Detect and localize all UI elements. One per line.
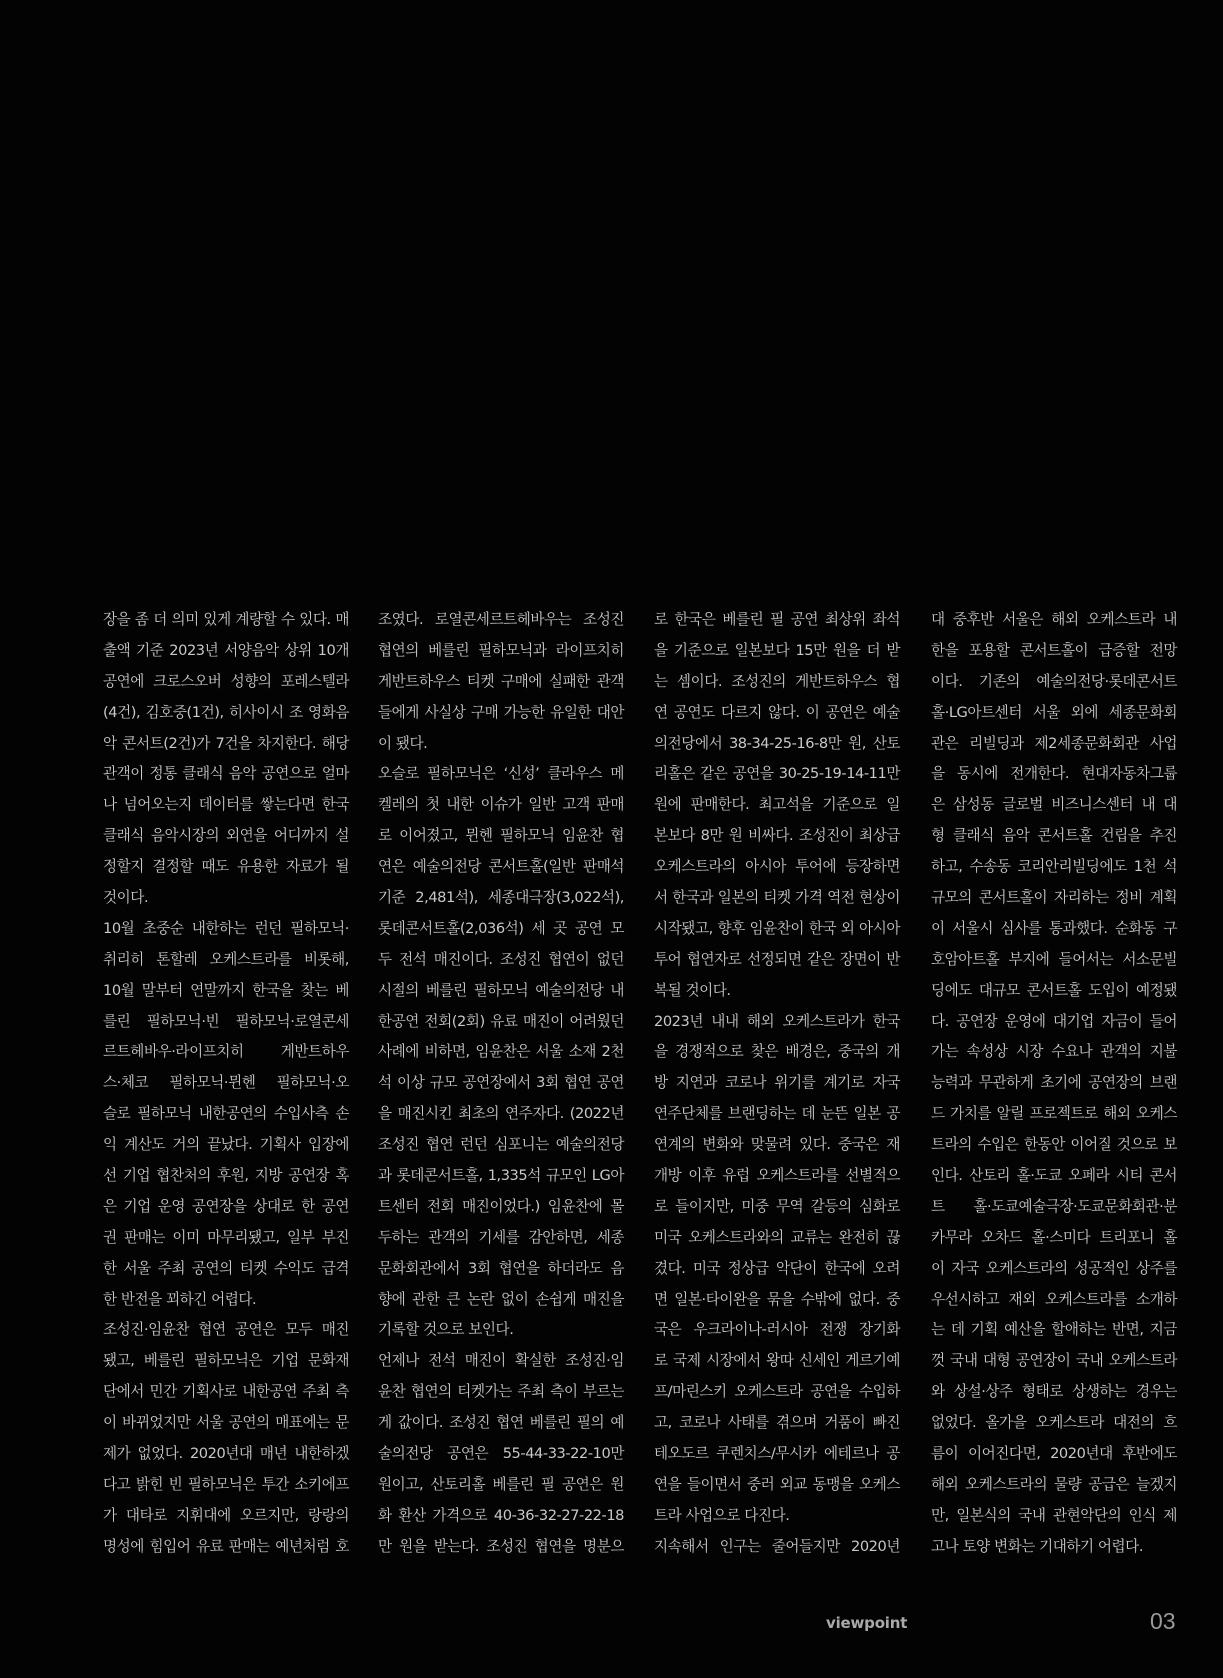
text-line: 관객이 정통 클래식 음악 공연으로 얼마 bbox=[103, 765, 349, 783]
text-line: 의전당에서 38-34-25-16-8만 원, 산토 bbox=[654, 734, 900, 752]
text-line: 한을 포용할 콘서트홀이 급증할 전망 bbox=[931, 641, 1177, 659]
text-line: 취리히 톤할레 오케스트라를 비롯해, bbox=[103, 950, 349, 968]
text-line: 테오도르 쿠렌치스/무시카 에테르나 공 bbox=[654, 1445, 900, 1463]
text-line: 권 판매는 이미 마무리됐고, 일부 부진 bbox=[103, 1228, 349, 1246]
text-line: 국은 우크라이나-러시아 전쟁 장기화 bbox=[654, 1321, 900, 1339]
text-line: 트라 사업으로 다진다. bbox=[654, 1506, 790, 1524]
text-line: 기준 2,481석), 세종대극장(3,022석), bbox=[378, 889, 624, 907]
paragraph bbox=[103, 1315, 349, 1562]
text-line: 언제나 전석 매진이 확실한 조성진·임 bbox=[378, 1352, 624, 1370]
text-line: 10월 말부터 연말까지 한국을 찾는 베 bbox=[103, 981, 349, 999]
text-line: 투어 협연자로 선정되면 같은 장면이 반 bbox=[654, 950, 900, 968]
text-line: 공연에 크로스오버 성향의 포레스텔라 bbox=[103, 672, 349, 690]
text-line: 게반트하우스 티켓 구매에 실패한 관객 bbox=[378, 672, 624, 690]
text-line: 나 넘어오는지 데이터를 쌓는다면 한국 bbox=[103, 796, 349, 814]
text-line: 로 이어졌고, 뮌헨 필하모닉 임윤찬 협 bbox=[378, 827, 624, 845]
text-line: 은 기업 운영 공연장을 상대로 한 공연 bbox=[103, 1197, 349, 1215]
text-line: 리홀은 같은 공연을 30-25-19-14-11만 bbox=[654, 765, 900, 783]
text-line: 을 기준으로 일본보다 15만 원을 더 받 bbox=[654, 641, 900, 659]
text-line: 트 홀·도쿄예술극장·도쿄문화회관·분 bbox=[931, 1197, 1177, 1215]
text-line: 시작됐고, 향후 임윤찬이 한국 외 아시아 bbox=[654, 919, 900, 937]
paragraph bbox=[378, 1346, 624, 1562]
paragraph bbox=[378, 605, 624, 759]
text-line: 연계의 변화와 맞물려 있다. 중국은 재 bbox=[654, 1136, 900, 1154]
text-line: 문화회관에서 3회 협연을 하더라도 음 bbox=[378, 1259, 624, 1277]
text-line: 방 지연과 코로나 위기를 계기로 자국 bbox=[654, 1074, 900, 1092]
text-line: 다고 밝힌 빈 필하모닉은 투간 소키에프 bbox=[103, 1475, 349, 1493]
text-line: 고나 토양 변화는 기대하기 어렵다. bbox=[931, 1537, 1144, 1555]
text-line: 드 가치를 알릴 프로젝트로 해외 오케스 bbox=[931, 1105, 1177, 1123]
text-line: 카무라 오차드 홀·스미다 트리포니 홀 bbox=[931, 1228, 1177, 1246]
text-line: 술의전당 공연은 55-44-33-22-10만 bbox=[378, 1445, 624, 1463]
text-line: 호암아트홀 부지에 들어서는 서소문빌 bbox=[931, 950, 1177, 968]
text-line: 는 셈이다. 조성진의 게반트하우스 협 bbox=[654, 672, 900, 690]
text-line: 연은 예술의전당 콘서트홀(일반 판매석 bbox=[378, 858, 624, 876]
text-line: 겼다. 미국 정상급 악단이 한국에 오려 bbox=[654, 1259, 900, 1277]
paragraph bbox=[654, 1007, 900, 1532]
text-line: 만, 일본식의 국내 관현악단의 인식 제 bbox=[931, 1506, 1177, 1524]
text-line: 한 반전을 꾀하긴 어렵다. bbox=[103, 1290, 257, 1308]
text-line: 조성진·임윤찬 협연 공연은 모두 매진 bbox=[103, 1321, 349, 1339]
text-line: 하고, 수송동 코리안리빌딩에도 1천 석 bbox=[931, 858, 1177, 876]
text-line: 없었다. 올가을 오케스트라 대전의 흐 bbox=[931, 1414, 1177, 1432]
text-line: 껏 국내 대형 공연장이 국내 오케스트라 bbox=[931, 1352, 1177, 1370]
text-line: 오슬로 필하모닉은 ‘신성’ 클라우스 메 bbox=[378, 765, 624, 783]
text-line: 트라의 수입은 한동안 이어질 것으로 보 bbox=[931, 1136, 1177, 1154]
text-line: 석 이상 규모 공연장에서 3회 협연 공연 bbox=[378, 1074, 624, 1092]
text-line: 은 삼성동 글로벌 비즈니스센터 내 대 bbox=[931, 796, 1177, 814]
text-line: 이 서울시 심사를 통과했다. 순화동 구 bbox=[931, 919, 1177, 937]
text-line: 슬로 필하모닉 내한공연의 수입사측 손 bbox=[103, 1105, 349, 1123]
text-line: 해외 오케스트라의 물량 공급은 늘겠지 bbox=[931, 1475, 1177, 1493]
text-line: 가는 속성상 시장 수요나 관객의 지불 bbox=[931, 1043, 1177, 1061]
text-line: 협연의 베를린 필하모닉과 라이프치히 bbox=[378, 641, 624, 659]
text-line: 프/마린스키 오케스트라 공연을 수입하 bbox=[654, 1383, 900, 1401]
text-line: 서 한국과 일본의 티켓 가격 역전 현상이 bbox=[654, 889, 900, 907]
text-line: 정할지 결정할 때도 유용한 자료가 될 bbox=[103, 858, 349, 876]
paragraph bbox=[931, 605, 1177, 1563]
text-line: 면 일본·타이완을 묶을 수밖에 없다. 중 bbox=[654, 1290, 900, 1308]
text-line: 한 서울 주최 공연의 티켓 수익도 급격 bbox=[103, 1259, 349, 1277]
text-line: 다. 공연장 운영에 대기업 자금이 들어 bbox=[931, 1012, 1177, 1030]
text-line: 를린 필하모닉·빈 필하모닉·로열콘세 bbox=[103, 1012, 349, 1030]
text-line: 이 자국 오케스트라의 성공적인 상주를 bbox=[931, 1259, 1177, 1277]
text-line: 대 중후반 서울은 해외 오케스트라 내 bbox=[931, 611, 1177, 628]
text-line: 단에서 민간 기획사로 내한공연 주최 측 bbox=[103, 1383, 349, 1401]
text-column bbox=[378, 605, 624, 1563]
text-line: 두하는 관객의 기세를 감안하면, 세종 bbox=[378, 1228, 624, 1246]
paragraph bbox=[654, 605, 900, 1007]
text-line: 장을 좀 더 의미 있게 계량할 수 있다. 매 bbox=[103, 611, 349, 628]
text-line: 지속해서 인구는 줄어들지만 2020년 bbox=[654, 1537, 900, 1555]
paragraph bbox=[654, 1532, 900, 1563]
text-line: 만 원을 받는다. 조성진 협연을 명분으 bbox=[378, 1537, 624, 1555]
text-line: 롯데콘서트홀(2,036석) 세 곳 공연 모 bbox=[378, 919, 624, 937]
text-line: 시절의 베를린 필하모닉 예술의전당 내 bbox=[378, 981, 624, 999]
section-label: viewpoint bbox=[826, 1614, 908, 1632]
text-line: 고, 코로나 사태를 겪으며 거품이 빠진 bbox=[654, 1414, 900, 1432]
text-line: 가 대타로 지휘대에 오르지만, 랑랑의 bbox=[103, 1506, 349, 1524]
text-line: 출액 기준 2023년 서양음악 상위 10개 bbox=[103, 641, 349, 659]
text-line: 와 상설·상주 형태로 상생하는 경우는 bbox=[931, 1383, 1177, 1401]
text-line: 과 롯데콘서트홀, 1,335석 규모인 LG아 bbox=[378, 1167, 624, 1185]
text-line: 됐고, 베를린 필하모닉은 기업 문화재 bbox=[103, 1352, 349, 1370]
text-line: 한공연 전회(2회) 유료 매진이 어려웠던 bbox=[378, 1012, 624, 1030]
text-line: 홀·LG아트센터 서울 외에 세종문화회 bbox=[931, 703, 1177, 721]
text-line: 조였다. 로열콘세르트헤바우는 조성진 bbox=[378, 611, 624, 628]
text-line: 이 됐다. bbox=[378, 734, 428, 752]
text-line: 을 매진시킨 최초의 연주자다. (2022년 bbox=[378, 1105, 624, 1123]
text-line: 것이다. bbox=[103, 889, 149, 907]
text-line: 10월 초중순 내한하는 런던 필하모닉· bbox=[103, 919, 349, 937]
paragraph bbox=[103, 605, 349, 914]
text-line: 익 계산도 거의 끝났다. 기획사 입장에 bbox=[103, 1136, 349, 1154]
text-line: 개방 이후 유럽 오케스트라를 선별적으 bbox=[654, 1167, 900, 1185]
text-line: (4건), 김호중(1건), 히사이시 조 영화음 bbox=[103, 703, 349, 721]
text-line: 인다. 산토리 홀·도쿄 오페라 시티 콘서 bbox=[931, 1167, 1177, 1185]
text-line: 원에 판매한다. 최고석을 기준으로 일 bbox=[654, 796, 900, 814]
text-line: 는 데 기획 예산을 할애하는 반면, 지금 bbox=[931, 1321, 1177, 1339]
text-line: 두 전석 매진이다. 조성진 협연이 없던 bbox=[378, 950, 624, 968]
text-line: 로 국제 시장에서 왕따 신세인 게르기예 bbox=[654, 1352, 900, 1370]
text-column bbox=[931, 605, 1177, 1563]
paragraph bbox=[378, 759, 624, 1346]
text-line: 름이 이어진다면, 2020년대 후반에도 bbox=[931, 1445, 1177, 1463]
text-line: 을 동시에 전개한다. 현대자동차그룹 bbox=[931, 765, 1177, 783]
text-line: 르트헤바우·라이프치히 게반트하우 bbox=[103, 1043, 349, 1061]
text-line: 원이고, 산토리홀 베를린 필 공연은 원 bbox=[378, 1475, 624, 1493]
text-line: 오케스트라의 아시아 투어에 등장하면 bbox=[654, 858, 900, 876]
text-line: 명성에 힘입어 유료 판매는 예년처럼 호 bbox=[103, 1537, 349, 1555]
text-line: 화 환산 가격으로 40-36-32-27-22-18 bbox=[378, 1506, 624, 1524]
text-line: 2023년 내내 해외 오케스트라가 한국 bbox=[654, 1012, 900, 1030]
text-line: 조성진 협연 런던 심포니는 예술의전당 bbox=[378, 1136, 624, 1154]
text-line: 복될 것이다. bbox=[654, 981, 731, 999]
text-line: 켈레의 첫 내한 이슈가 일반 고객 판매 bbox=[378, 796, 624, 814]
text-line: 스·체코 필하모닉·뮌헨 필하모닉·오 bbox=[103, 1074, 349, 1092]
text-line: 연 공연도 다르지 않다. 이 공연은 예술 bbox=[654, 703, 900, 721]
text-line: 게 값이다. 조성진 협연 베를린 필의 예 bbox=[378, 1414, 624, 1432]
text-line: 딩에도 대규모 콘서트홀 도입이 예정됐 bbox=[931, 981, 1177, 999]
text-line: 을 경쟁적으로 찾은 배경은, 중국의 개 bbox=[654, 1043, 900, 1061]
paragraph bbox=[103, 914, 349, 1316]
text-line: 로 한국은 베를린 필 공연 최상위 좌석 bbox=[654, 611, 900, 628]
text-line: 윤찬 협연의 티켓가는 주최 측이 부르는 bbox=[378, 1383, 624, 1401]
text-line: 우선시하고 재외 오케스트라를 소개하 bbox=[931, 1290, 1177, 1308]
text-line: 규모의 콘서트홀이 자리하는 정비 계획 bbox=[931, 889, 1177, 907]
text-line: 형 클래식 음악 콘서트홀 건립을 추진 bbox=[931, 827, 1177, 845]
text-line: 능력과 무관하게 초기에 공연장의 브랜 bbox=[931, 1074, 1177, 1092]
text-line: 선 기업 협찬처의 후원, 지방 공연장 혹 bbox=[103, 1167, 349, 1185]
text-line: 사례에 비하면, 임윤찬은 서울 소재 2천 bbox=[378, 1043, 624, 1061]
text-line: 제가 없었다. 2020년대 매년 내한하겠 bbox=[103, 1445, 349, 1463]
text-line: 연주단체를 브랜딩하는 데 눈뜬 일본 공 bbox=[654, 1105, 900, 1123]
page-number: 03 bbox=[1150, 1608, 1176, 1634]
text-line: 이 바뀌었지만 서울 공연의 매표에는 문 bbox=[103, 1414, 349, 1432]
text-line: 연을 들이면서 중러 외교 동맹을 오케스 bbox=[654, 1475, 900, 1493]
text-line: 관은 리빌딩과 제2세종문화회관 사업 bbox=[931, 734, 1177, 752]
text-line: 들에게 사실상 구매 가능한 유일한 대안 bbox=[378, 703, 624, 721]
text-line: 기록할 것으로 보인다. bbox=[378, 1321, 514, 1339]
text-column bbox=[103, 605, 349, 1563]
text-line: 트센터 전회 매진이었다.) 임윤찬에 몰 bbox=[378, 1197, 624, 1215]
text-line: 향에 관한 큰 논란 없이 손쉽게 매진을 bbox=[378, 1290, 624, 1308]
text-line: 클래식 음악시장의 외연을 어디까지 설 bbox=[103, 827, 349, 845]
text-line: 미국 오케스트라와의 교류는 완전히 끊 bbox=[654, 1228, 900, 1246]
text-column bbox=[654, 605, 900, 1563]
text-line: 악 콘서트(2건)가 7건을 차지한다. 해당 bbox=[103, 734, 349, 752]
text-line: 이다. 기존의 예술의전당·롯데콘서트 bbox=[931, 672, 1177, 690]
text-line: 로 들이지만, 미중 무역 갈등의 심화로 bbox=[654, 1197, 900, 1215]
text-line: 본보다 8만 원 비싸다. 조성진이 최상급 bbox=[654, 827, 900, 845]
